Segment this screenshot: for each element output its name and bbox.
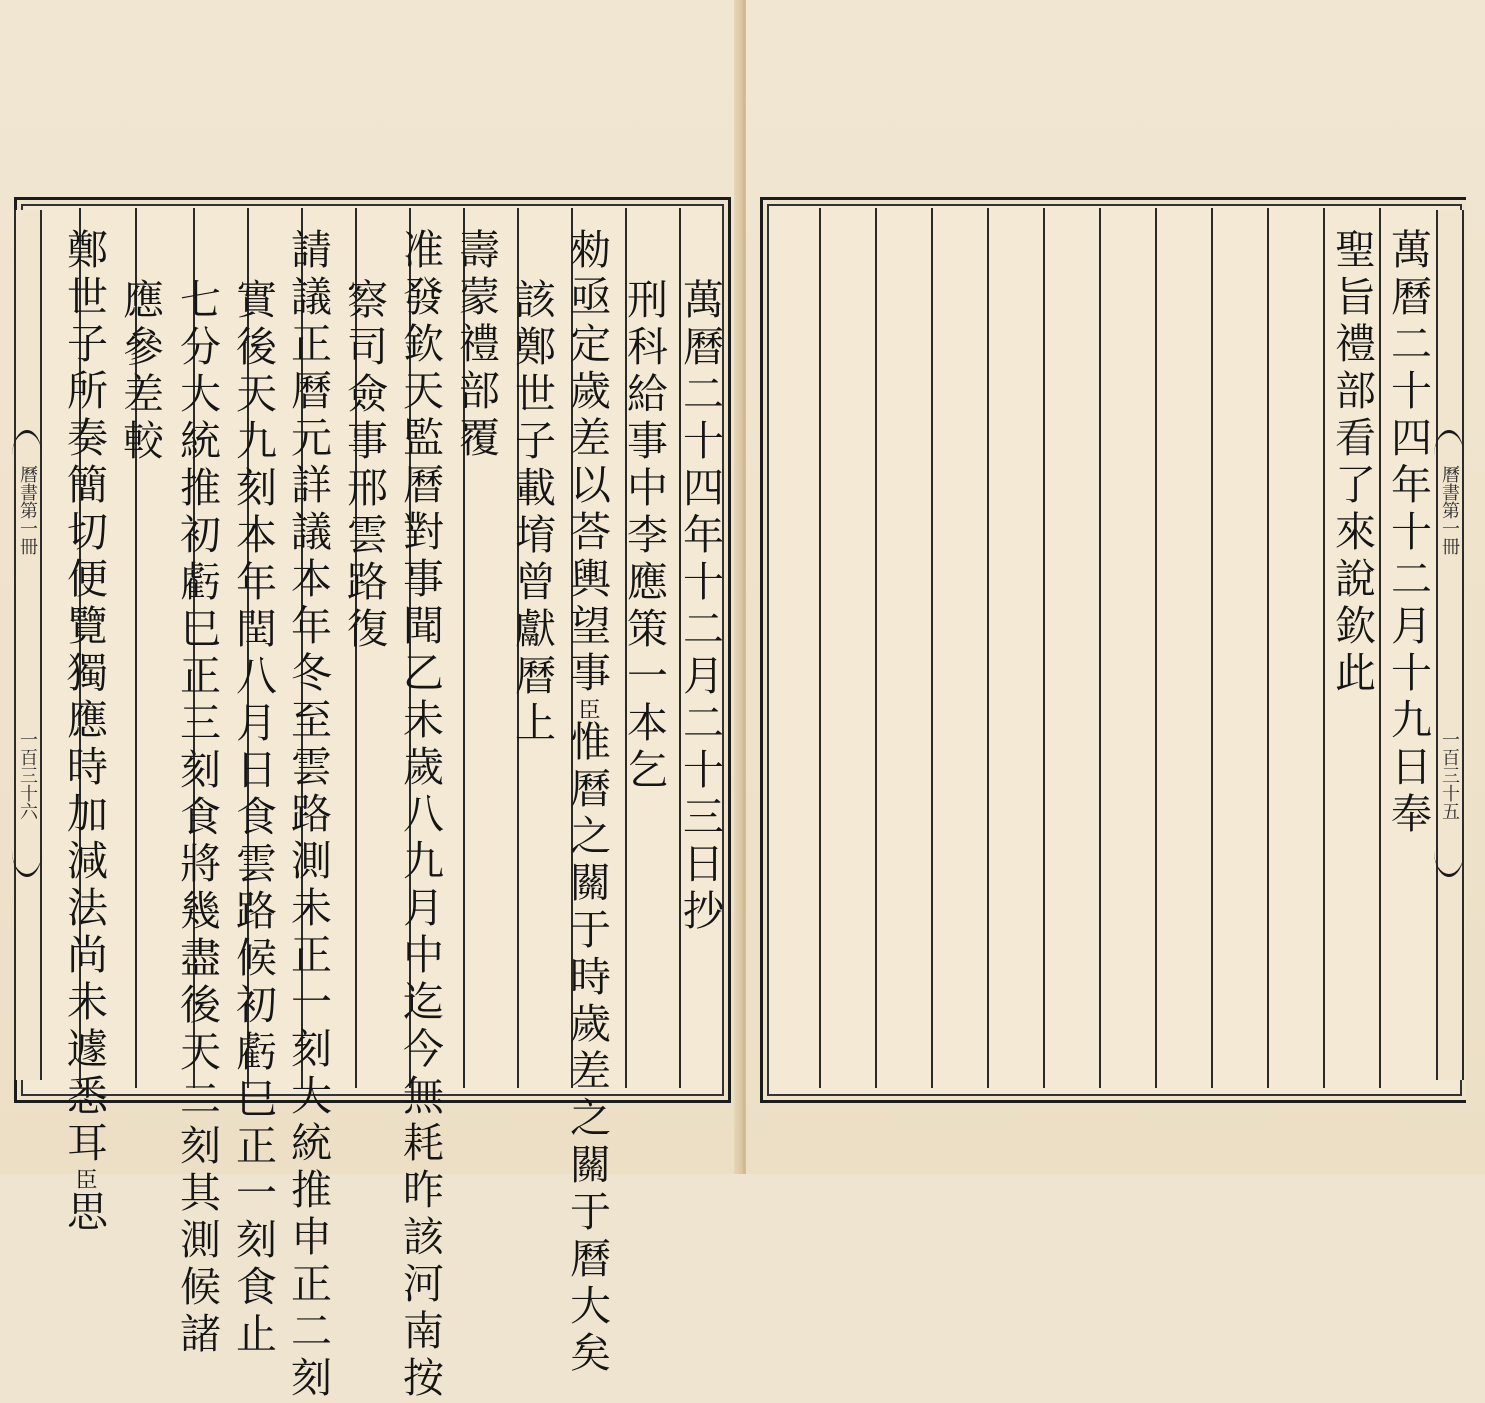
- text-column: 七分大統推初虧巳正三刻食將幾盡後天二刻其測候諸: [173, 278, 221, 1359]
- left-fold-edge: [14, 210, 42, 1080]
- text-segment: 鄭世子所奏簡切便覽獨應時加減法尚未遽悉耳: [60, 228, 108, 1168]
- column-rule: [1043, 208, 1045, 1088]
- text-column: 壽蒙禮部覆: [452, 228, 500, 463]
- fish-tail-mark: [1434, 840, 1464, 877]
- left-page: [0, 0, 738, 1403]
- column-rule: [987, 208, 989, 1088]
- column-rule: [1211, 208, 1213, 1088]
- text-column: 請議正曆元詳議本年冬至雲路測未正一刻大統推申正二刻: [284, 228, 332, 1403]
- right-fold-edge: [1436, 210, 1464, 1080]
- right-page: [746, 0, 1485, 1174]
- column-rule: [931, 208, 933, 1088]
- column-rule: [1155, 208, 1157, 1088]
- text-segment: 思: [60, 1190, 108, 1237]
- text-column: 聖旨禮部看了來說欽此: [1328, 228, 1376, 698]
- column-rule: [1267, 208, 1269, 1088]
- column-rule: [1099, 208, 1101, 1088]
- minister-mark: 臣: [575, 698, 600, 720]
- text-column: 應參差較: [116, 278, 164, 466]
- text-segment: 勑亟定歲差以荅輿望事: [563, 228, 611, 698]
- text-column: 該鄭世子載堉曾獻曆上: [508, 278, 556, 748]
- page-number: 一百三十六: [17, 730, 38, 820]
- text-column: 准發欽天監曆對事聞乙未歲八九月中迄今無耗昨該河南按: [396, 228, 444, 1403]
- text-column: 萬曆二十四年十二月十九日奉: [1384, 228, 1432, 839]
- text-segment: 惟曆之關于時歲差之關于曆大矣: [563, 720, 611, 1378]
- fold-title: 曆書第一冊: [17, 465, 38, 555]
- text-column: [60, 228, 108, 1237]
- text-column: [563, 228, 611, 1378]
- fish-tail-mark: [12, 840, 42, 877]
- text-column: 實後天九刻本年閏八月日食雲路候初虧巳正一刻食止: [229, 278, 277, 1359]
- column-rule: [1379, 208, 1381, 1088]
- page-number: 一百三十五: [1439, 730, 1460, 820]
- text-column: 萬曆二十四年十二月二十三日抄: [676, 278, 724, 936]
- fish-tail-mark: [12, 430, 42, 467]
- fold-title: 曆書第一冊: [1439, 465, 1460, 555]
- column-rule: [1323, 208, 1325, 1088]
- column-rule: [875, 208, 877, 1088]
- fish-tail-mark: [1434, 430, 1464, 467]
- minister-mark: 臣: [72, 1168, 97, 1190]
- text-column: 刑科給事中李應策一本乞: [620, 278, 668, 795]
- column-rule: [819, 208, 821, 1088]
- text-column: 察司僉事邢雲路復: [340, 278, 388, 654]
